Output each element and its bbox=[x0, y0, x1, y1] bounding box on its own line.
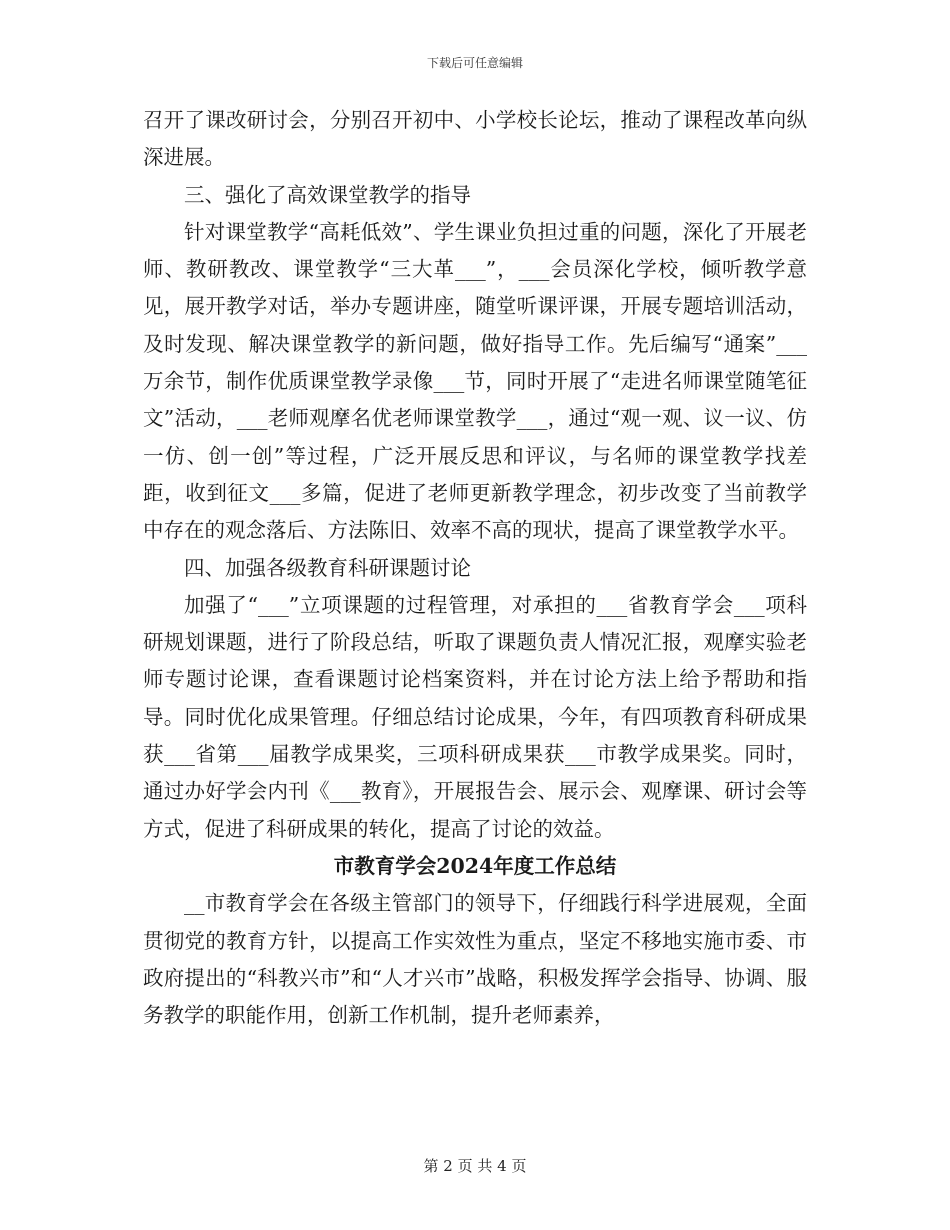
page-header-note: 下载后可任意编辑 bbox=[426, 56, 523, 70]
paragraph-research-topics: 加强了“___”立项课题的过程管理，对承担的___省教育学会___项科研规划课题，进行了阶段总结，听取了课题负责人情况汇报，观摩实验老师专题讨论课，查看课题讨论档案资料，并在讨论方法上给予帮助和指导。同时优化成果管理。仔细总结讨论成果，今年，有四项教育科研成果获___省第___届教学成果奖，三项科研成果获___市教学成果奖。同时，通过办好学会内刊《___教育》，开展报告会、展示会、观摩课、研讨会等方式，促进了科研成果的转化，提高了讨论的效益。 bbox=[143, 592, 807, 841]
page-number-footer: 第 2 页 共 4 页 bbox=[423, 1157, 527, 1175]
paragraph-classroom-guidance: 针对课堂教学“高耗低效”、学生课业负担过重的问题，深化了开展老师、教研教改、课堂教学“三大革___”，___会员深化学校，倾听教学意见，展开教学对话，举办专题讲座，随堂听课评课，开展专题培训活动，及时发现、解决课堂教学的新问题，做好指导工作。先后编写“通案”___万余节，制作优质课堂教学录像___节，同时开展了“走进名师课堂随笔征文”活动，___老师观摩名优老师课堂教学___，通过“观一观、议一议、仿一仿、创一创”等过程，广泛开展反思和评议，与名师的课堂教学找差距，收到征文___多篇，促进了老师更新教学理念，初步改变了当前教学中存在的观念落后、方法陈旧、效率不高的现状，提高了课堂教学水平。 bbox=[143, 219, 807, 543]
paragraph-summary-intro: __市教育学会在各级主管部门的领导下，仔细践行科学进展观，全面贯彻党的教育方针，以提高工作实效性为重点，坚定不移地实施市委、市政府提出的“科教兴市”和“人才兴市”战略，积极发挥学会指导、协调、服务教学的职能作用，创新工作机制，提升老师素养， bbox=[143, 891, 807, 1028]
document-body bbox=[143, 102, 807, 1034]
section-heading-4: 四、加强各级教育科研课题讨论 bbox=[184, 555, 471, 580]
section-heading-3: 三、强化了高效课堂教学的指导 bbox=[184, 182, 471, 207]
paragraph-continuation: 召开了课改研讨会，分别召开初中、小学校长论坛，推动了课程改革向纵深进展。 bbox=[143, 108, 807, 170]
document-title: 市教育学会2024年度工作总结 bbox=[333, 853, 617, 878]
